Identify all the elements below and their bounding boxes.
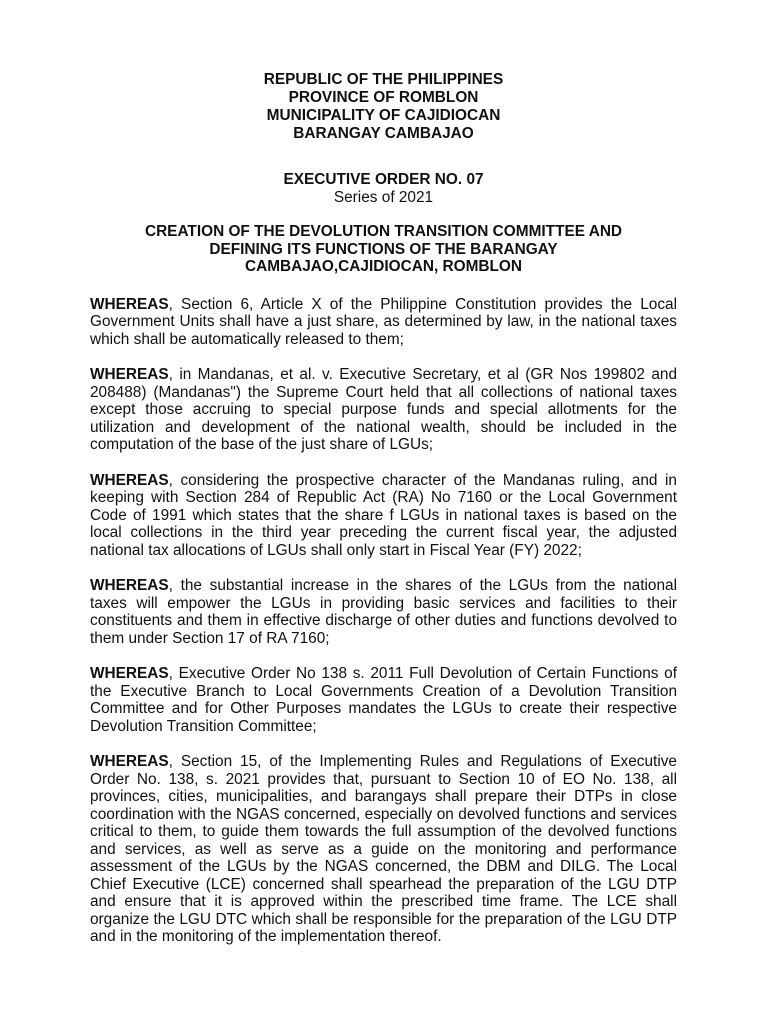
creation-title	[90, 223, 677, 276]
whereas-keyword: WHEREAS	[90, 665, 169, 682]
whereas-keyword: WHEREAS	[90, 471, 169, 489]
whereas-keyword: WHEREAS	[90, 753, 169, 770]
whereas-text: , in Mandanas, et al. v. Executive Secretary, et al (GR Nos 199802 and 208488) (Mandanas") the Supreme Court held that all collections of national taxes except those accruing to special purpose funds and special allotments for the utilization and development of the national wealth, should be included in the computation of the base of the just share of LGUs;	[90, 366, 677, 453]
header-province: PROVINCE OF ROMBLON	[288, 89, 479, 106]
whereas-text: , considering the prospective character of the Mandanas ruling, and in keeping with Section 284 of Republic Act (RA) No 7160 or the Local Government Code of 1991 which states that the share f LGUs in national taxes is based on the local collections in the third year preceding the current fiscal year, the adjusted national tax allocations of LGUs shall only start in Fiscal Year (FY) 2022;	[90, 471, 677, 559]
creation-title-line-1: CREATION OF THE DEVOLUTION TRANSITION COMMITTEE AND	[144, 223, 623, 240]
creation-title-line-2: DEFINING ITS FUNCTIONS OF THE BARANGAY	[209, 240, 558, 258]
header-municipality: MUNICIPALITY OF CAJIDIOCAN	[266, 107, 501, 124]
document-page	[90, 71, 677, 961]
whereas-paragraph-2	[90, 366, 677, 454]
whereas-paragraph-1	[90, 296, 677, 349]
whereas-text: , Section 6, Article X of the Philippine Constitution provides the Local Government Units shall have a just share, as determined by law, in the national taxes which shall be automatically released to them;	[90, 295, 677, 348]
whereas-keyword: WHEREAS	[90, 295, 169, 313]
creation-title-line-3: CAMBAJAO,CAJIDIOCAN, ROMBLON	[244, 258, 523, 275]
header-republic: REPUBLIC OF THE PHILIPPINES	[263, 71, 504, 88]
order-title: EXECUTIVE ORDER NO. 07	[283, 171, 484, 188]
whereas-keyword: WHEREAS	[90, 366, 169, 383]
document-header	[90, 71, 677, 143]
whereas-text: , Executive Order No 138 s. 2011 Full Devolution of Certain Functions of the Executive Branch to Local Governments Creation of a Devolution Transition Committee and for Other Purposes mandates the LGUs to create their respective Devolution Transition Committee;	[90, 665, 677, 735]
whereas-text: , the substantial increase in the shares of the LGUs from the national taxes will empower the LGUs in providing basic services and facilities to their constituents and them in effective discharge of other duties and functions devolved to them under Section 17 of RA 7160;	[90, 577, 677, 647]
whereas-paragraph-4	[90, 577, 677, 647]
whereas-text: , Section 15, of the Implementing Rules and Regulations of Executive Order No. 138, s. 2021 provides that, pursuant to Section 10 of EO No. 138, all provinces, cities, municipalities, and barangays shall prepare their DTPs in close coordination with the NGAS concerned, especially on devolved functions and services critical to them, to guide them towards the full assumption of the devolved functions and services, as well as serve as a guide on the monitoring and performance assessment of the LGUs by the NGAS concerned, the DBM and DILG. The Local Chief Executive (LCE) concerned shall spearhead the preparation of the LGU DTP and ensure that it is approved within the prescribed time frame. The LCE shall organize the LGU DTC which shall be responsible for the preparation of the LGU DTP and in the monitoring of the implementation thereof.	[90, 753, 677, 945]
header-barangay: BARANGAY CAMBAJAO	[293, 125, 474, 142]
whereas-keyword: WHEREAS	[90, 577, 169, 594]
whereas-paragraph-3	[90, 472, 677, 560]
whereas-paragraph-6	[90, 753, 677, 946]
whereas-paragraph-5	[90, 665, 677, 735]
order-block	[90, 171, 677, 207]
order-series: Series of 2021	[333, 189, 434, 206]
